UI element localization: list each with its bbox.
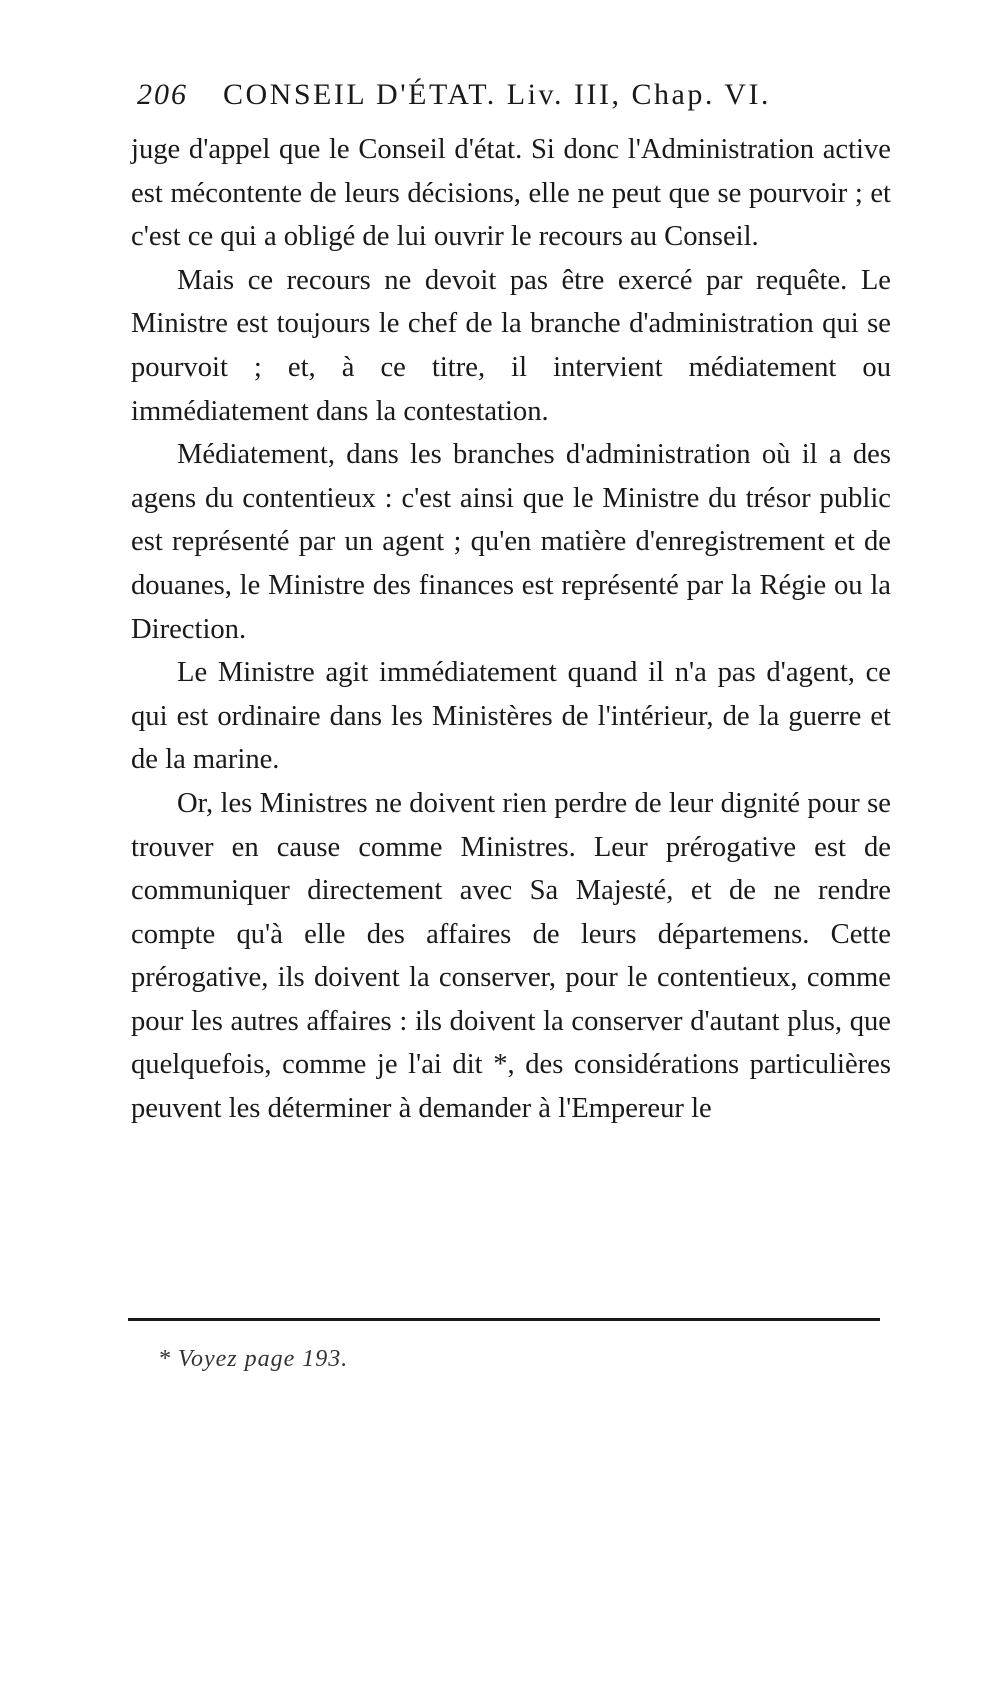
paragraph: Or, les Ministres ne doivent rien perdre de leur dignité pour se trouver en cause comme Ministres. Leur prérogative est de communiquer directement avec Sa Majesté, et de ne rendre compte qu'à elle des affaires de leurs départemens. Cette prérogative, ils doivent la conserver, pour le contentieux, comme pour les autres affaires : ils doivent la conserver d'autant plus, que quelquefois, comme je l'ai dit *, des considérations particulières peuvent les déterminer à demander à l'Empereur le: [131, 787, 891, 1125]
paragraph: Médiatement, dans les branches d'administration où il a des agens du contentieux : c'est ainsi que le Ministre du trésor public est représenté par un agent ; qu'en matière d'enregistrement et de douanes, le Ministre des finances est représenté par la Régie ou la Direction.: [131, 439, 891, 645]
footnote-marker: *: [158, 1346, 171, 1372]
footnote: [158, 1346, 348, 1373]
running-head: [137, 78, 837, 112]
page-number: 206: [137, 78, 188, 111]
running-head-title: CONSEIL D'ÉTAT. Liv. III, Chap. VI.: [223, 78, 771, 111]
paragraph: Mais ce recours ne devoit pas être exercé par requête. Le Ministre est toujours le chef de la branche d'administration qui se pourvoit ; et, à ce titre, il intervient médiatement ou immédiatement dans la contestation.: [131, 264, 891, 427]
footnote-separator-rule: [128, 1318, 880, 1321]
body-text: [131, 128, 891, 1131]
footnote-text: Voyez page 193.: [178, 1346, 349, 1372]
paragraph: Le Ministre agit immédiatement quand il n'a pas d'agent, ce qui est ordinaire dans les Ministères de l'intérieur, de la guerre et de la marine.: [131, 657, 891, 776]
paragraph-continuation: juge d'appel que le Conseil d'état. Si donc l'Administration active est mécontente de leurs décisions, elle ne peut que se pourvoir ; et c'est ce qui a obligé de lui ouvrir le recours au Conseil.: [131, 134, 891, 253]
